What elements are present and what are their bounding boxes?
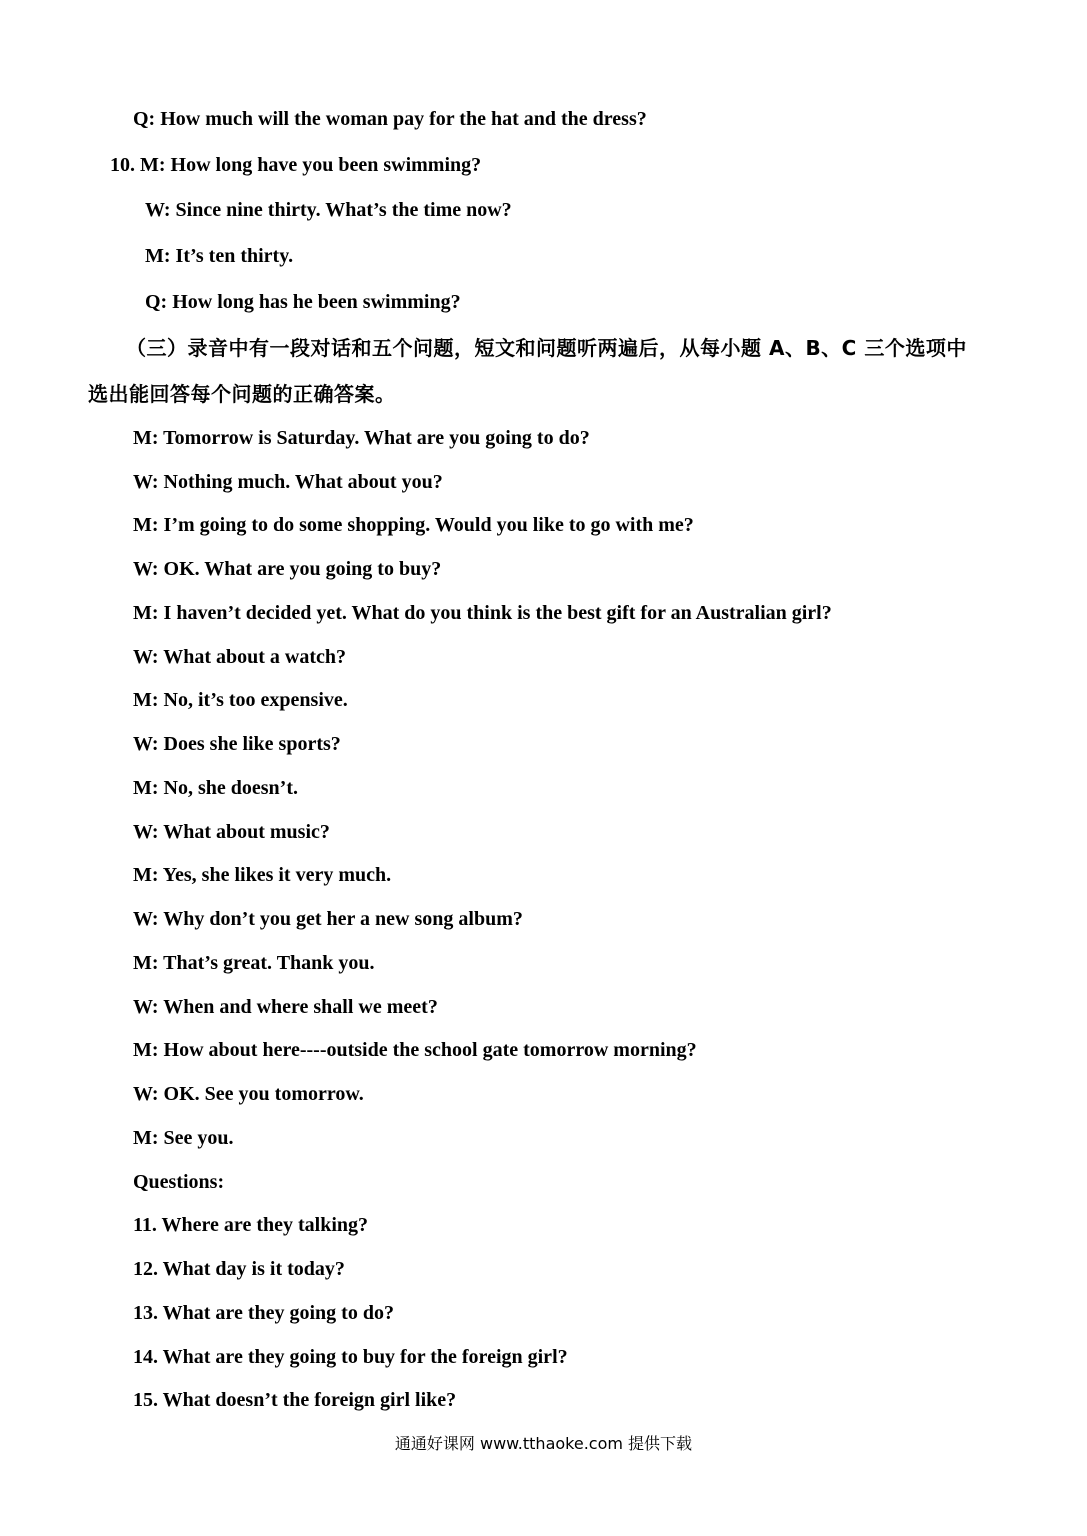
- dialogue-line: W: OK. See you tomorrow.: [133, 1083, 364, 1105]
- dialogue-line: W: OK. What are you going to buy?: [133, 558, 442, 580]
- question-item: 11. Where are they talking?: [133, 1214, 368, 1236]
- section-3-instruction-line-1: （三）录音中有一段对话和五个问题，短文和问题听两遍后，从每小题 A、B、C 三个选项中: [126, 336, 967, 360]
- question-item: 15. What doesn’t the foreign girl like?: [133, 1389, 457, 1411]
- question-10: Q: How long has he been swimming?: [145, 291, 461, 313]
- dialogue-line: M: No, she doesn’t.: [133, 777, 298, 799]
- questions-heading: Questions:: [133, 1171, 225, 1193]
- dialogue-line: M: Tomorrow is Saturday. What are you going to do?: [133, 427, 590, 449]
- dialogue-line: M: That’s great. Thank you.: [133, 952, 375, 974]
- dialogue-line: M: I haven’t decided yet. What do you think is the best gift for an Australian girl?: [133, 602, 832, 624]
- dialogue-line: W: What about a watch?: [133, 646, 346, 668]
- dialogue-line: W: What about music?: [133, 821, 330, 843]
- question-item: 14. What are they going to buy for the foreign girl?: [133, 1346, 568, 1368]
- item-10-woman-line-1: W: Since nine thirty. What’s the time now?: [145, 199, 512, 221]
- page-footer: 通通好课网 www.tthaoke.com 提供下载: [394, 1434, 693, 1453]
- dialogue-line: M: See you.: [133, 1127, 234, 1149]
- dialogue-line: W: When and where shall we meet?: [133, 996, 438, 1018]
- dialogue-line: W: Why don’t you get her a new song album?: [133, 908, 523, 930]
- question-item: 13. What are they going to do?: [133, 1302, 394, 1324]
- dialogue-line: M: How about here----outside the school gate tomorrow morning?: [133, 1039, 697, 1061]
- dialogue-line: M: Yes, she likes it very much.: [133, 864, 392, 886]
- section-3-instruction-line-2: 选出能回答每个问题的正确答案。: [88, 382, 396, 406]
- dialogue-line: M: No, it’s too expensive.: [133, 689, 348, 711]
- dialogue-line: M: I’m going to do some shopping. Would you like to go with me?: [133, 514, 694, 536]
- dialogue-line: W: Does she like sports?: [133, 733, 341, 755]
- question-item: 12. What day is it today?: [133, 1258, 345, 1280]
- item-10-man-line-1: 10. M: How long have you been swimming?: [110, 154, 482, 176]
- item-10-man-line-2: M: It’s ten thirty.: [145, 245, 294, 267]
- question-9: Q: How much will the woman pay for the hat and the dress?: [133, 108, 647, 130]
- dialogue-line: W: Nothing much. What about you?: [133, 471, 443, 493]
